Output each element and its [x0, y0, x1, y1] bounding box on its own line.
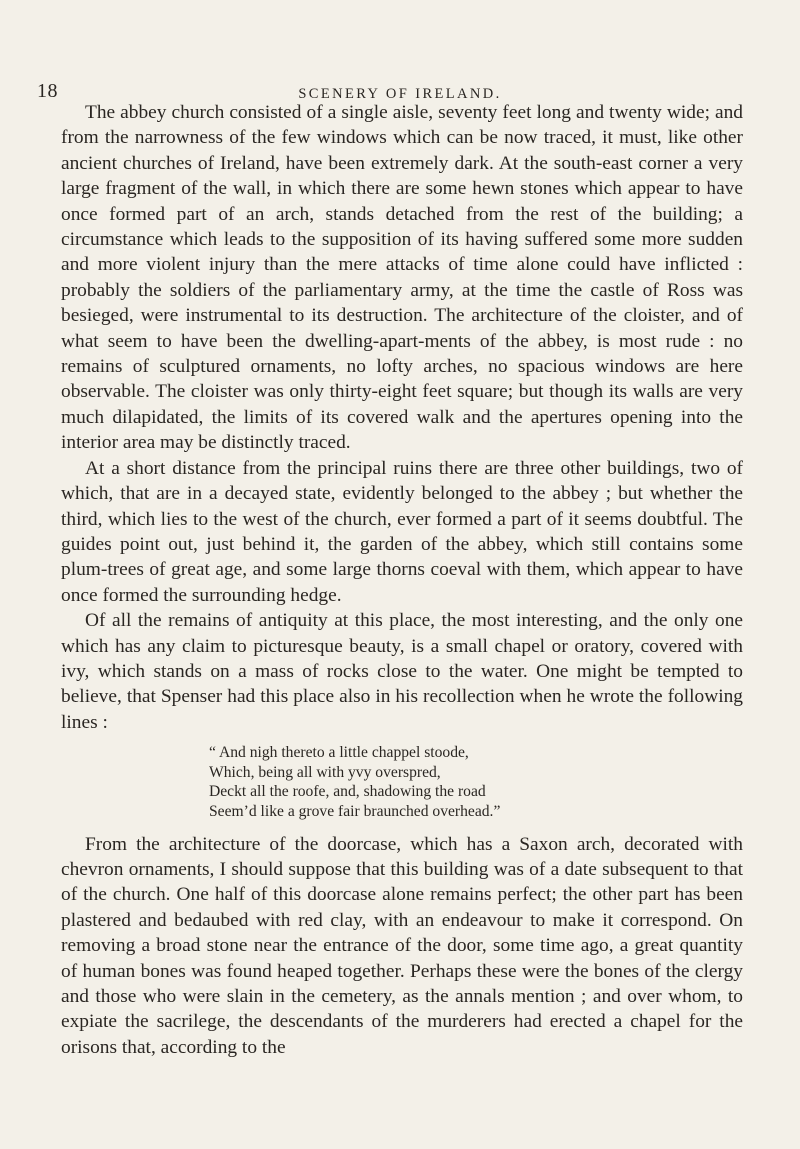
paragraph-other-buildings: At a short distance from the principal ruins there are three other buildings, two of which, that are in a decayed state, evidently belonged to the abbey ; but whether the third, which lies to the west of the church, ever formed a part of it seems doubtful. The guides point out, just behind it, the garden of the abbey, which still contains some plum-trees of great age, and some large thorns coeval with them, which appear to have once formed the surrounding hedge. [61, 457, 743, 606]
verse-line: “ And nigh thereto a little chappel stoode, [209, 744, 469, 762]
verse-line: Deckt all the roofe, and, shadowing the road [209, 783, 486, 801]
page-number: 18 [37, 80, 58, 102]
verse-line: Seem’d like a grove fair braunched overhead.” [209, 802, 501, 820]
paragraph-abbey-church: The abbey church consisted of a single aisle, seventy feet long and twenty wide; and from the narrowness of the few windows which can be now traced, it must, like other ancient churches of Ireland, have been extremely dark. At the south-east corner a very large fragment of the wall, in which there are some hewn stones which appear to have once formed part of an arch, stands detached from the rest of the building; a circumstance which leads to the supposition of its having suffered some more sudden and more violent injury than the mere attacks of time alone could have inflicted : probably the soldiers of the parliamentary army, at the time the castle of Ross was besieged, were instrumental to its destruction. The architecture of the cloister, and of what seem to have been the dwelling-apart-ments of the abbey, is most rude : no remains of sculptured ornaments, no lofty arches, no spacious windows are here observable. The cloister was only thirty-eight feet square; but though its walls are very much dilapidated, the limits of its covered walk and the apertures opening into the interior area may be distinctly traced. [61, 102, 743, 454]
verse-quotation [61, 743, 743, 821]
paragraph-doorcase: From the architecture of the doorcase, which has a Saxon arch, decorated with chevron ornaments, I should suppose that this building was of a date subsequent to that of the church. One half of this doorcase alone remains perfect; the other part has been plastered and bedaubed with red clay, with an endeavour to make it correspond. On removing a broad stone near the entrance of the door, some time ago, a great quantity of human bones was found heaped together. Perhaps these were the bones of the clergy and those who were slain in the cemetery, as the annals mention ; and over whom, to expiate the sacrilege, the descendants of the murderers had erected a chapel for the orisons that, according to the [61, 833, 743, 1058]
running-head: SCENERY OF IRELAND. [298, 86, 502, 102]
paragraph-chapel: Of all the remains of antiquity at this place, the most interesting, and the only one which has any claim to picturesque beauty, is a small chapel or oratory, covered with ivy, which stands on a mass of rocks close to the water. One might be tempted to believe, that Spenser had this place also in his recollection when he wrote the following lines : [61, 610, 743, 733]
verse-line: Which, being all with yvy overspred, [209, 763, 441, 781]
body-text [61, 100, 743, 1060]
